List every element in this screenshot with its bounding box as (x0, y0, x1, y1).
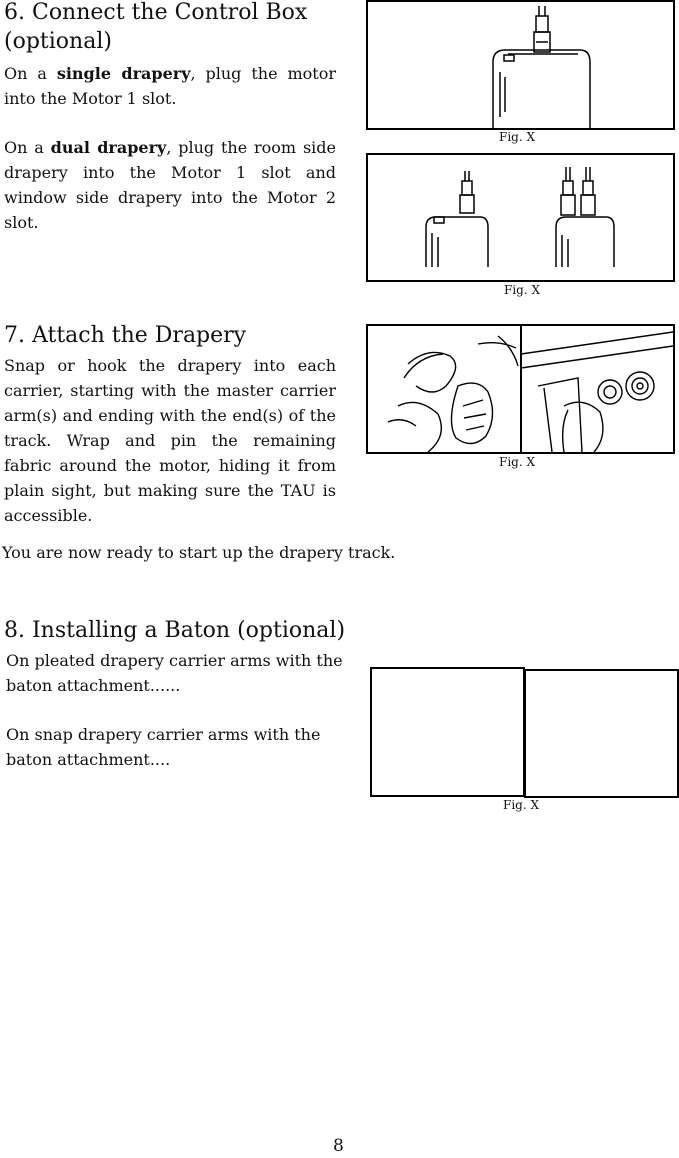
section-7-text (4, 353, 336, 528)
figure-caption: Fig. X (503, 798, 540, 812)
figure-control-box-single (366, 0, 675, 130)
page-number: 8 (333, 1136, 344, 1156)
section-8-text (6, 648, 344, 772)
attach-drapery-illustration (368, 326, 673, 452)
snap-baton-paragraph: On snap drapery carrier arms with the baton attachment.... (6, 725, 321, 769)
single-drapery-paragraph: On a single drapery, plug the motor into the Motor 1 slot. (4, 64, 337, 108)
control-box-dual-illustration (368, 155, 673, 280)
figure-baton-pleated (370, 667, 525, 797)
dual-drapery-paragraph: On a dual drapery, plug the room side drapery into the Motor 1 slot and window side drapery into the Motor 2 slot. (4, 138, 336, 232)
figure-caption: Fig. X (504, 283, 541, 297)
figure-caption: Fig. X (499, 130, 536, 144)
ready-note: You are now ready to start up the drapery track. (2, 543, 396, 562)
figure-control-box-dual (366, 153, 675, 282)
figure-baton-snap (524, 669, 679, 798)
figure-caption: Fig. X (499, 455, 536, 469)
attach-drapery-paragraph: Snap or hook the drapery into each carrier, starting with the master carrier arm(s) and ending with the end(s) of the track. Wrap and pin the remaining fabric around the motor, hiding it from plain sight, but making sure the TAU is accessible. (4, 356, 336, 525)
section-6-title: 6. Connect the Control Box (optional) (4, 0, 308, 54)
section-7-title: 7. Attach the Drapery (4, 323, 247, 348)
figure-attach-drapery (366, 324, 675, 454)
section-6-text (4, 61, 336, 235)
section-8-title: 8. Installing a Baton (optional) (4, 618, 346, 643)
control-box-single-illustration (368, 2, 673, 128)
pleated-baton-paragraph: On pleated drapery carrier arms with the baton attachment...... (6, 651, 343, 695)
